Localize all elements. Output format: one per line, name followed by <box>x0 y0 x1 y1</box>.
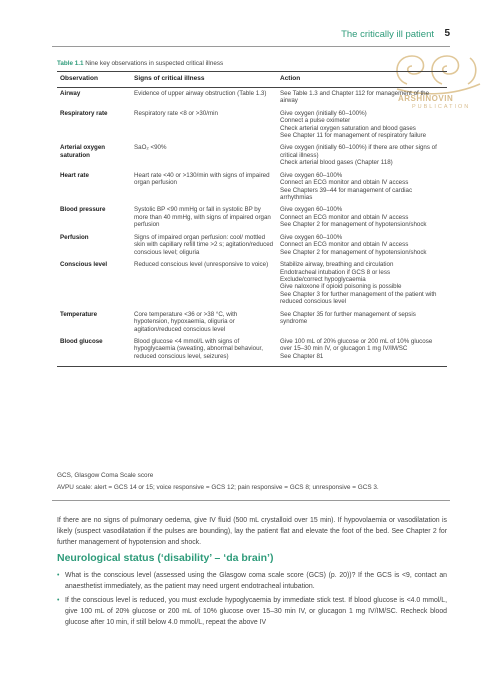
action-cell <box>277 336 447 367</box>
observation-cell: Conscious level <box>60 261 108 269</box>
observation-cell: Respiratory rate <box>60 109 108 117</box>
bullet-icon: • <box>57 572 60 579</box>
watermark-name: ARSHINOVIN <box>398 94 454 103</box>
table-footnote-avpu: AVPU scale: alert = GCS 14 or 15; voice responsive = GCS 12; pain responsive = GCS 8; unresponsive = GCS 3. <box>57 484 379 491</box>
table-header-row <box>57 72 447 88</box>
column-header-signs: Signs of critical illness <box>131 72 277 88</box>
table-row <box>57 108 447 143</box>
signs-cell: Core temperature <36 or >38 °C, with hypotension, hypoxaemia, oliguria or agitation/reduced conscious level <box>134 310 238 333</box>
table-row <box>57 204 447 231</box>
observation-cell: Perfusion <box>60 233 89 241</box>
table-caption-label: Table 1.1 <box>57 60 84 67</box>
running-title: The critically ill patient <box>341 29 434 40</box>
list-item <box>57 570 447 592</box>
action-line: Exclude/correct hypoglycaemia <box>280 275 366 283</box>
observation-cell: Blood pressure <box>60 206 106 214</box>
action-line: Give oxygen (initially 60–100%) <box>280 109 367 117</box>
action-line: See Chapters 39–44 for management of cardiac arrhythmias <box>280 186 413 202</box>
signs-cell: Evidence of upper airway obstruction (Table 1.3) <box>134 89 267 97</box>
action-line: Give oxygen (initially 60–100%) if there are other signs of critical illness) <box>280 144 437 159</box>
action-cell <box>277 232 447 259</box>
observation-cell: Airway <box>60 89 81 97</box>
action-cell <box>277 87 447 107</box>
table-row <box>57 259 447 309</box>
column-header-observation: Observation <box>57 72 131 88</box>
action-line: Check arterial oxygen saturation and blood gases <box>280 124 416 132</box>
table-row <box>57 336 447 367</box>
action-line: Connect an ECG monitor and obtain IV access <box>280 213 409 221</box>
signs-cell: Reduced conscious level (unresponsive to voice) <box>134 261 269 269</box>
action-line: Connect a pulse oximeter <box>280 117 351 125</box>
column-header-action: Action <box>277 72 447 88</box>
signs-cell: Respiratory rate <8 or >30/min <box>134 109 218 117</box>
signs-cell: Heart rate <40 or >130/min with signs of impaired organ perfusion <box>134 171 270 187</box>
action-line: See Chapter 3 for further management of the patient with reduced conscious level <box>280 290 437 306</box>
section-heading: Neurological status (‘disability’ – ‘da brain’) <box>57 552 274 564</box>
action-line: Give 100 mL of 20% glucose or 200 mL of 10% glucose over 15–30 min IV, or glucagon 1 mg IV/IM/SC <box>280 338 433 353</box>
bullet-text: What is the conscious level (assessed using the Glasgow coma scale score (GCS) (p. 20))? If the GCS is <9, contact an anaesthetist immediately, as the patient may need urgent endotracheal intubation. <box>65 572 447 591</box>
action-line: Give oxygen 60–100% <box>280 233 343 241</box>
action-line: See Chapter 35 for further management of sepsis syndrome <box>280 310 416 326</box>
action-line: Connect an ECG monitor and obtain IV access <box>280 179 409 187</box>
page-number: 5 <box>444 28 450 39</box>
table-row <box>57 87 447 107</box>
bullet-text: If the conscious level is reduced, you must exclude hypoglycaemia by immediate stick test. If blood glucose is <4.0 mmol/L, give 100 mL of 20% glucose or 200 mL of 10% glucose over 15–30 min IV, or glucagon 1 mg IV/IM/SC. Recheck blood glucose after 10 min, if still below 4.0 mmol/L, repeat the above IV <box>65 597 447 627</box>
action-line: See Chapter 81 <box>280 352 324 360</box>
table-body <box>57 87 447 367</box>
signs-cell: Systolic BP <90 mmHg or fall in systolic BP by more than 40 mmHg, with signs of impaired organ perfusion <box>134 206 271 229</box>
body-paragraph: If there are no signs of pulmonary oedema, give IV fluid (500 mL crystalloid over 15 min). If hypovolaemia or vasodilatation is likely (suspect vasodilatation if the pulses are bounding), lay the patient flat and elevate the foot of the bed. See Chapter 2 for further management of hypotension and shock. <box>57 517 447 547</box>
action-line: See Table 1.3 and Chapter 112 for management of the airway <box>280 89 430 105</box>
bullet-list <box>57 570 447 631</box>
action-line: See Chapter 11 for management of respiratory failure <box>280 131 427 139</box>
action-line: Connect an ECG monitor and obtain IV access <box>280 241 409 249</box>
action-line: See Chapter 2 for management of hypotension/shock <box>280 221 427 229</box>
watermark-subtitle: PUBLICATION <box>412 104 471 110</box>
action-cell <box>277 142 447 169</box>
table-row <box>57 142 447 169</box>
table-row <box>57 232 447 259</box>
action-cell <box>277 309 447 336</box>
table-footnote-gcs: GCS, Glasgow Coma Scale score <box>57 472 154 479</box>
action-cell <box>277 204 447 231</box>
signs-cell: SaO₂ <90% <box>134 144 167 152</box>
action-line: Give oxygen 60–100% <box>280 206 343 214</box>
bullet-icon: • <box>57 597 60 605</box>
action-cell <box>277 170 447 205</box>
signs-cell: Signs of impaired organ perfusion: cool/ mottled skin with capillary refill time >2 s; agitation/reduced conscious level; oliguria <box>134 233 274 256</box>
observation-cell: Arterial oxygen saturation <box>60 144 106 159</box>
action-line: Check arterial blood gases (Chapter 118) <box>280 159 393 167</box>
signs-cell: Blood glucose <4 mmol/L with signs of hypoglycaemia (sweating, abnormal behaviour, reduced conscious level, seizures) <box>131 336 277 367</box>
action-line: Stabilize airway, breathing and circulation <box>280 261 394 269</box>
action-line: Give naloxone if opioid poisoning is possible <box>280 283 402 291</box>
table-row <box>57 170 447 205</box>
table-footnote-rule <box>52 500 450 501</box>
table-row <box>57 309 447 336</box>
action-line: Endotracheal intubation if GCS 8 or less <box>280 268 391 276</box>
list-item <box>57 595 447 628</box>
action-cell <box>277 108 447 143</box>
table-caption <box>57 60 223 67</box>
action-line: See Chapter 2 for management of hypotension/shock <box>280 248 427 256</box>
action-cell <box>277 259 447 309</box>
observation-cell: Blood glucose <box>57 336 131 367</box>
table-caption-text: Nine key observations in suspected critical illness <box>85 60 224 67</box>
observations-table <box>57 71 447 367</box>
action-line: Give oxygen 60–100% <box>280 171 343 179</box>
observation-cell: Temperature <box>60 310 98 318</box>
observation-cell: Heart rate <box>60 171 89 179</box>
